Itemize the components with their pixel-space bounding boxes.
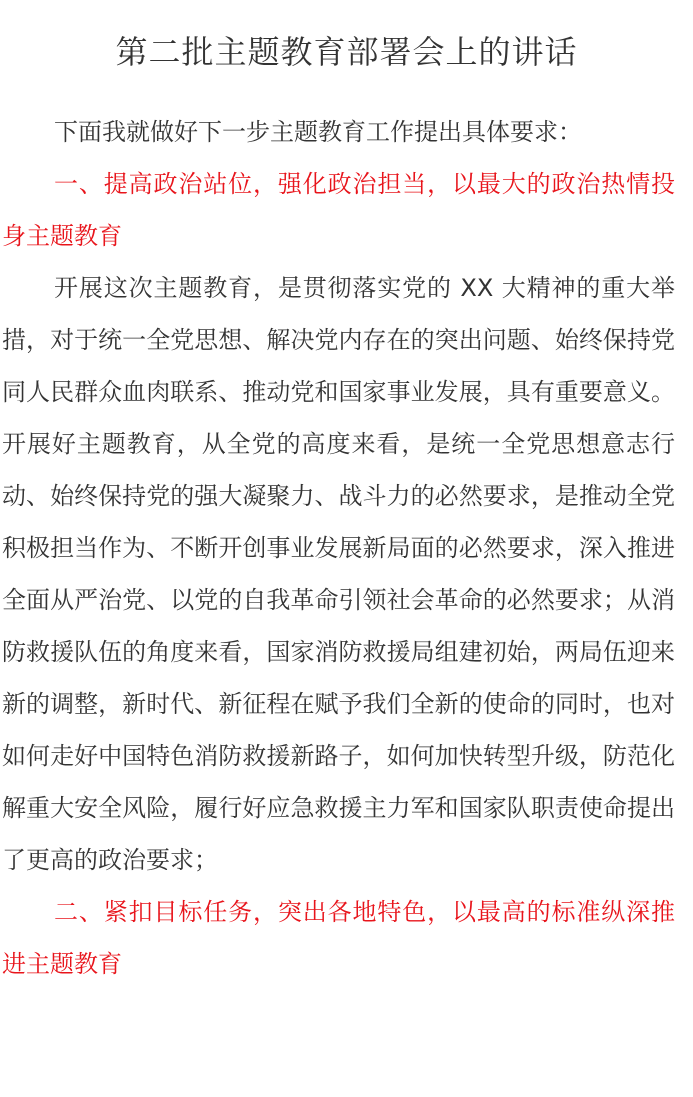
document-title: 第二批主题教育部署会上的讲话 [115, 33, 578, 71]
body-paragraph: 开展这次主题教育，是贯彻落实党的 XX 大精神的重大举措，对于统一全党思想、解决党内存在的突出问题、始终保持党同人民群众血肉联系、推动党和国家事业发展，具有重要意义。开展好主题教育，从全党的高度来看，是统一全党思想意志行动、始终保持党的强大凝聚力、战斗力的必然要求，是推动全党积极担当作为、不断开创事业发展新局面的必然要求，深入推进全面从严治党、以党的自我革命引领社会革命的必然要求；从消防救援队伍的角度来看，国家消防救援局组建初始，两局伍迎来新的调整，新时代、新征程在赋予我们全新的使命的同时，也对如何走好中国特色消防救援新路子，如何加快转型升级，防范化解重大安全风险，履行好应急救援主力军和国家队职责使命提出了更高的政治要求； [2, 274, 675, 874]
section-heading-2: 二、紧扣目标任务，突出各地特色，以最高的标准纵深推进主题教育 [2, 898, 675, 978]
intro-paragraph: 下面我就做好下一步主题教育工作提出具体要求： [54, 118, 582, 146]
document-body [2, 106, 675, 990]
section-heading-1: 一、提高政治站位，强化政治担当，以最大的政治热情投身主题教育 [2, 170, 675, 250]
